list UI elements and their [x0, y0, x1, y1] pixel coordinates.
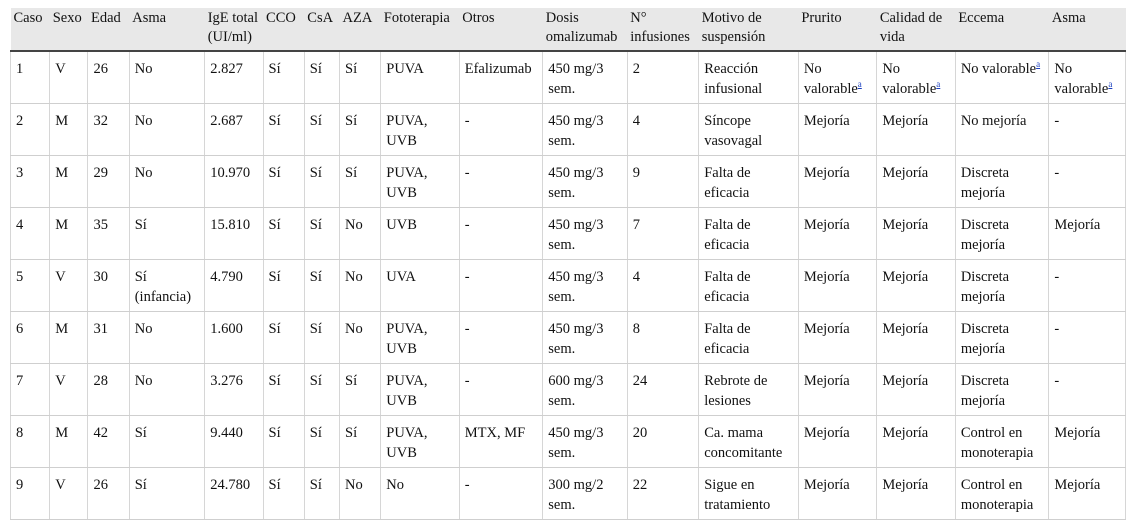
cell-dosis: 450 mg/3 sem. — [543, 312, 628, 364]
cell-asma-outcome: - — [1049, 364, 1126, 416]
cell-aza: No — [340, 312, 381, 364]
cell-sexo: M — [50, 104, 88, 156]
cell-fototerapia: No — [381, 468, 459, 520]
cell-caso: 7 — [11, 364, 50, 416]
cell-infusiones: 24 — [627, 364, 698, 416]
cell-prurito: Mejoría — [798, 416, 876, 468]
cell-motivo: Reacción infusional — [699, 51, 799, 104]
cell-fototerapia: UVA — [381, 260, 459, 312]
header-calidad-vida: Calidad de vida — [877, 8, 955, 51]
cell-csa: Sí — [304, 312, 339, 364]
cell-ige-total: 4.790 — [205, 260, 263, 312]
cell-aza: No — [340, 468, 381, 520]
cell-dosis: 600 mg/3 sem. — [543, 364, 628, 416]
table-body — [11, 51, 1126, 520]
cell-asma: Sí — [129, 416, 204, 468]
cell-aza: Sí — [340, 416, 381, 468]
header-asma: Asma — [129, 8, 204, 51]
cell-csa: Sí — [304, 364, 339, 416]
cell-eccema: No mejoría — [955, 104, 1049, 156]
cell-asma: Sí — [129, 208, 204, 260]
cell-otros: - — [459, 312, 543, 364]
cell-caso: 4 — [11, 208, 50, 260]
cell-motivo: Síncope vasovagal — [699, 104, 799, 156]
cell-dosis: 450 mg/3 sem. — [543, 51, 628, 104]
cell-calidad-vida: Mejoría — [877, 312, 955, 364]
header-csa: CsA — [304, 8, 339, 51]
cell-eccema: Control en monoterapia — [955, 468, 1049, 520]
cell-calidad-vida: Mejoría — [877, 468, 955, 520]
cell-prurito: Mejoría — [798, 468, 876, 520]
cell-calidad-vida: Mejoría — [877, 104, 955, 156]
cell-csa: Sí — [304, 260, 339, 312]
cell-ige-total: 15.810 — [205, 208, 263, 260]
table-row — [11, 51, 1126, 104]
cell-asma-outcome: - — [1049, 260, 1126, 312]
cell-edad: 32 — [88, 104, 129, 156]
cell-asma-outcome: - — [1049, 156, 1126, 208]
cell-edad: 29 — [88, 156, 129, 208]
cell-fototerapia: PUVA, UVB — [381, 364, 459, 416]
cell-edad: 35 — [88, 208, 129, 260]
cell-edad: 26 — [88, 51, 129, 104]
cell-ige-total: 3.276 — [205, 364, 263, 416]
cell-eccema: Discreta mejoría — [955, 208, 1049, 260]
cell-dosis: 450 mg/3 sem. — [543, 104, 628, 156]
cell-prurito: Mejoría — [798, 312, 876, 364]
cell-aza: Sí — [340, 51, 381, 104]
cell-dosis: 300 mg/2 sem. — [543, 468, 628, 520]
table-row — [11, 208, 1126, 260]
cell-asma-outcome: Mejoría — [1049, 416, 1126, 468]
cell-otros: - — [459, 468, 543, 520]
cell-asma-outcome: Mejoría — [1049, 468, 1126, 520]
cell-infusiones: 9 — [627, 156, 698, 208]
table-row — [11, 312, 1126, 364]
cell-prurito: Mejoría — [798, 104, 876, 156]
cell-otros: - — [459, 260, 543, 312]
cell-asma: Sí (infancia) — [129, 260, 204, 312]
cell-prurito: Mejoría — [798, 208, 876, 260]
cell-asma: No — [129, 104, 204, 156]
header-fototerapia: Fototerapia — [381, 8, 459, 51]
table-row — [11, 104, 1126, 156]
cell-motivo: Falta de eficacia — [699, 260, 799, 312]
cell-ige-total: 9.440 — [205, 416, 263, 468]
cell-fototerapia: PUVA, UVB — [381, 416, 459, 468]
cell-dosis: 450 mg/3 sem. — [543, 416, 628, 468]
cell-csa: Sí — [304, 468, 339, 520]
cell-cco: Sí — [263, 51, 304, 104]
cell-infusiones: 22 — [627, 468, 698, 520]
cell-ige-total: 2.827 — [205, 51, 263, 104]
cell-infusiones: 4 — [627, 104, 698, 156]
cell-asma: No — [129, 156, 204, 208]
cell-motivo: Sigue en tratamiento — [699, 468, 799, 520]
cell-motivo: Falta de eficacia — [699, 312, 799, 364]
cell-cco: Sí — [263, 364, 304, 416]
cell-sexo: V — [50, 260, 88, 312]
cell-caso: 9 — [11, 468, 50, 520]
patients-table — [10, 8, 1126, 520]
cell-sexo: M — [50, 208, 88, 260]
cell-asma: No — [129, 364, 204, 416]
cell-dosis: 450 mg/3 sem. — [543, 260, 628, 312]
cell-eccema — [955, 51, 1049, 104]
header-eccema: Eccema — [955, 8, 1049, 51]
cell-eccema: Control en monoterapia — [955, 416, 1049, 468]
cell-csa: Sí — [304, 51, 339, 104]
cell-caso: 1 — [11, 51, 50, 104]
cell-asma-outcome: - — [1049, 312, 1126, 364]
cell-text: No valorable — [882, 61, 937, 97]
cell-prurito: Mejoría — [798, 156, 876, 208]
cell-ige-total: 10.970 — [205, 156, 263, 208]
cell-cco: Sí — [263, 468, 304, 520]
cell-edad: 30 — [88, 260, 129, 312]
cell-cco: Sí — [263, 156, 304, 208]
cell-aza: Sí — [340, 104, 381, 156]
cell-infusiones: 2 — [627, 51, 698, 104]
footnote-link[interactable]: a — [1108, 79, 1113, 90]
cell-sexo: M — [50, 416, 88, 468]
cell-aza: No — [340, 260, 381, 312]
cell-fototerapia: PUVA, UVB — [381, 312, 459, 364]
cell-asma-outcome: - — [1049, 104, 1126, 156]
cell-dosis: 450 mg/3 sem. — [543, 156, 628, 208]
cell-calidad-vida: Mejoría — [877, 260, 955, 312]
footnote-link[interactable]: a — [936, 79, 941, 90]
cell-csa: Sí — [304, 104, 339, 156]
table-row — [11, 364, 1126, 416]
table-row — [11, 156, 1126, 208]
cell-infusiones: 7 — [627, 208, 698, 260]
header-asma-outcome: Asma — [1049, 8, 1126, 51]
cell-asma: Sí — [129, 468, 204, 520]
cell-calidad-vida: Mejoría — [877, 208, 955, 260]
header-infusiones: N° infusiones — [627, 8, 698, 51]
table-row — [11, 416, 1126, 468]
cell-infusiones: 4 — [627, 260, 698, 312]
cell-infusiones: 20 — [627, 416, 698, 468]
cell-ige-total: 1.600 — [205, 312, 263, 364]
cell-otros: - — [459, 208, 543, 260]
cell-sexo: M — [50, 156, 88, 208]
cell-caso: 8 — [11, 416, 50, 468]
cell-aza: Sí — [340, 364, 381, 416]
cell-ige-total: 24.780 — [205, 468, 263, 520]
cell-cco: Sí — [263, 312, 304, 364]
cell-motivo: Rebrote de lesiones — [699, 364, 799, 416]
cell-eccema: Discreta mejoría — [955, 312, 1049, 364]
cell-otros: MTX, MF — [459, 416, 543, 468]
table-row — [11, 468, 1126, 520]
cell-caso: 3 — [11, 156, 50, 208]
cell-asma: No — [129, 51, 204, 104]
cell-edad: 31 — [88, 312, 129, 364]
cell-motivo: Ca. mama concomitante — [699, 416, 799, 468]
header-prurito: Prurito — [798, 8, 876, 51]
header-otros: Otros — [459, 8, 543, 51]
cell-cco: Sí — [263, 260, 304, 312]
cell-prurito — [798, 51, 876, 104]
cell-cco: Sí — [263, 104, 304, 156]
table-row — [11, 260, 1126, 312]
cell-csa: Sí — [304, 156, 339, 208]
cell-asma: No — [129, 312, 204, 364]
cell-caso: 5 — [11, 260, 50, 312]
cell-otros: - — [459, 156, 543, 208]
header-aza: AZA — [340, 8, 381, 51]
cell-eccema: Discreta mejoría — [955, 364, 1049, 416]
cell-fototerapia: UVB — [381, 208, 459, 260]
cell-cco: Sí — [263, 208, 304, 260]
footnote-link[interactable]: a — [1036, 59, 1041, 70]
header-edad: Edad — [88, 8, 129, 51]
cell-cco: Sí — [263, 416, 304, 468]
cell-calidad-vida: Mejoría — [877, 416, 955, 468]
header-ige-total: IgE total (UI/ml) — [205, 8, 263, 51]
cell-fototerapia: PUVA, UVB — [381, 104, 459, 156]
cell-csa: Sí — [304, 416, 339, 468]
cell-sexo: V — [50, 468, 88, 520]
header-motivo: Motivo de suspensión — [699, 8, 799, 51]
cell-sexo: M — [50, 312, 88, 364]
cell-aza: Sí — [340, 156, 381, 208]
cell-calidad-vida: Mejoría — [877, 364, 955, 416]
table-header-row — [11, 8, 1126, 51]
cell-otros: Efalizumab — [459, 51, 543, 104]
header-sexo: Sexo — [50, 8, 88, 51]
cell-prurito: Mejoría — [798, 260, 876, 312]
cell-fototerapia: PUVA, UVB — [381, 156, 459, 208]
cell-edad: 42 — [88, 416, 129, 468]
cell-prurito: Mejoría — [798, 364, 876, 416]
footnote-link[interactable]: a — [857, 79, 862, 90]
cell-calidad-vida — [877, 51, 955, 104]
cell-edad: 28 — [88, 364, 129, 416]
cell-text: No valorable — [960, 61, 1037, 77]
cell-fototerapia: PUVA — [381, 51, 459, 104]
header-cco: CCO — [263, 8, 304, 51]
cell-calidad-vida: Mejoría — [877, 156, 955, 208]
cell-dosis: 450 mg/3 sem. — [543, 208, 628, 260]
cell-text: No valorable — [1054, 61, 1109, 97]
cell-motivo: Falta de eficacia — [699, 156, 799, 208]
cell-csa: Sí — [304, 208, 339, 260]
cell-caso: 6 — [11, 312, 50, 364]
cell-aza: No — [340, 208, 381, 260]
cell-sexo: V — [50, 51, 88, 104]
cell-otros: - — [459, 104, 543, 156]
header-caso: Caso — [11, 8, 50, 51]
cell-caso: 2 — [11, 104, 50, 156]
cell-eccema: Discreta mejoría — [955, 260, 1049, 312]
cell-edad: 26 — [88, 468, 129, 520]
cell-infusiones: 8 — [627, 312, 698, 364]
cell-eccema: Discreta mejoría — [955, 156, 1049, 208]
cell-otros: - — [459, 364, 543, 416]
cell-asma-outcome — [1049, 51, 1126, 104]
header-dosis: Dosis omalizumab — [543, 8, 628, 51]
cell-motivo: Falta de eficacia — [699, 208, 799, 260]
cell-sexo: V — [50, 364, 88, 416]
cell-asma-outcome: Mejoría — [1049, 208, 1126, 260]
cell-text: No valorable — [803, 61, 858, 97]
cell-ige-total: 2.687 — [205, 104, 263, 156]
